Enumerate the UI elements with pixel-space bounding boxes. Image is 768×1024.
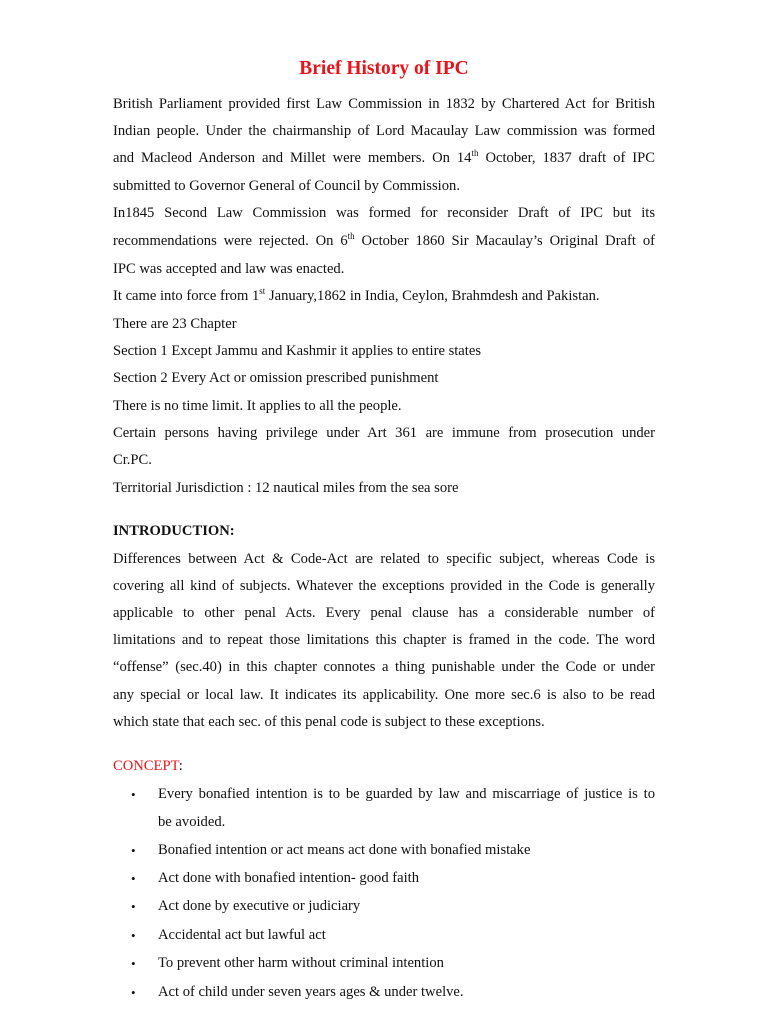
introduction-line: which state that each sec. of this penal code is subject to these exceptions. [113, 714, 545, 730]
introduction-line: limitations and to repeat those limitations this chapter is framed in the code. The word [113, 632, 655, 648]
history-line: There is no time limit. It applies to all the people. [113, 398, 402, 414]
concept-bullet-item: Bonafied intention or act means act done with bonafied mistake [158, 842, 531, 858]
history-line: recommendations were rejected. On 6th October 1860 Sir Macaulay’s Original Draft of [113, 231, 655, 249]
bullet-icon: • [131, 843, 136, 858]
bullet-icon: • [131, 899, 136, 914]
superscript: th [347, 231, 355, 241]
history-line: IPC was accepted and law was enacted. [113, 261, 345, 277]
history-line: submitted to Governor General of Council by Commission. [113, 178, 460, 194]
history-line: Cr.PC. [113, 452, 152, 468]
introduction-line: Differences between Act & Code-Act are related to specific subject, whereas Code is [113, 551, 655, 567]
concept-bullet-item: Act done by executive or judiciary [158, 898, 361, 914]
concept-bullet-item: To prevent other harm without criminal intention [158, 955, 444, 971]
introduction-line: “offense” (sec.40) in this chapter connotes a thing punishable under the Code or under [113, 659, 655, 675]
history-line: Certain persons having privilege under Art 361 are immune from prosecution under [113, 425, 655, 441]
history-line: There are 23 Chapter [113, 316, 237, 332]
history-line: Territorial Jurisdiction : 12 nautical miles from the sea sore [113, 480, 459, 496]
introduction-line: applicable to other penal Acts. Every penal clause has a considerable number of [113, 605, 655, 621]
bullet-icon: • [131, 871, 136, 886]
introduction-line: any special or local law. It indicates its applicability. One more sec.6 is also to be read [113, 687, 655, 703]
history-line: and Macleod Anderson and Millet were members. On 14th October, 1837 draft of IPC [113, 148, 655, 166]
bullet-icon: • [131, 928, 136, 943]
superscript: st [259, 286, 266, 296]
history-line: Section 1 Except Jammu and Kashmir it applies to entire states [113, 343, 482, 359]
history-line: It came into force from 1st January,1862 in India, Ceylon, Brahmdesh and Pakistan. [113, 286, 600, 304]
concept-bullet-item: Every bonafied intention is to be guarded by law and miscarriage of justice is to [158, 786, 655, 802]
concept-heading: CONCEPT: [113, 758, 183, 774]
page-title: Brief History of IPC [299, 58, 469, 79]
concept-bullet-item: Act of child under seven years ages & under twelve. [158, 984, 464, 1000]
bullet-icon: • [131, 956, 136, 971]
concept-bullet-item: Act done with bonafied intention- good faith [158, 870, 420, 886]
introduction-heading: INTRODUCTION: [113, 523, 235, 539]
history-line: British Parliament provided first Law Commission in 1832 by Chartered Act for British [113, 96, 655, 112]
introduction-line: covering all kind of subjects. Whatever the exceptions provided in the Code is generally [113, 578, 655, 594]
concept-bullet-item: be avoided. [158, 814, 226, 830]
history-line: In1845 Second Law Commission was formed for reconsider Draft of IPC but its [113, 205, 655, 221]
bullet-icon: • [131, 787, 136, 802]
superscript: th [471, 148, 479, 158]
bullet-icon: • [131, 985, 136, 1000]
concept-bullet-item: Accidental act but lawful act [158, 927, 326, 943]
history-line: Indian people. Under the chairmanship of Lord Macaulay Law commission was formed [113, 123, 655, 139]
history-line: Section 2 Every Act or omission prescribed punishment [113, 370, 439, 386]
